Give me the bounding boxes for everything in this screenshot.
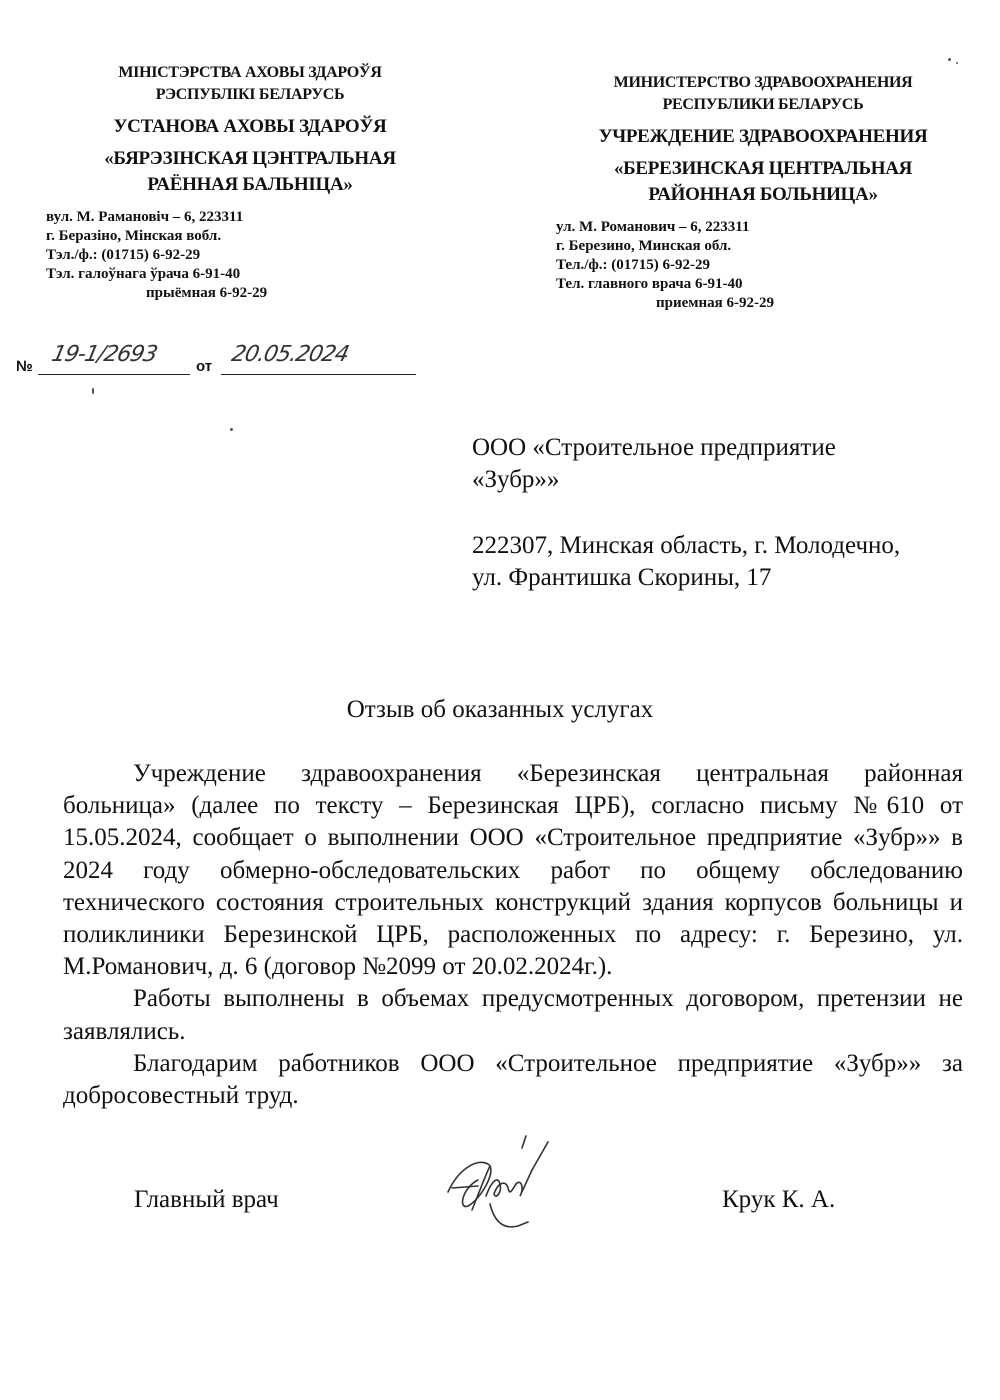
scan-speck [956,62,958,64]
handwritten-signature [428,1130,558,1245]
recipient-block [472,432,982,594]
number-underline [38,374,190,375]
institution-type-by: УСТАНОВА АХОВЫ ЗДАРОЎЯ [113,116,387,137]
letter-body [63,758,963,1112]
registration-line [16,340,416,380]
signatory-name: Крук К. А. [722,1186,836,1213]
letterhead-russian [548,72,978,313]
handwritten-date: 20.05.2024 [229,342,351,367]
contact-block-ru [548,218,978,313]
institution-name-line-2-by: РАЁННАЯ БАЛЬНІЦА» [147,174,353,195]
chief-doctor-phone-by: Тэл. галоўнага ўрача 6-91-40 [46,266,241,282]
handwritten-number: 19-1/2693 [49,342,160,367]
recipient-address-line-2: ул. Франтишка Скорины, 17 [472,564,772,591]
institution-name-line-1-ru: «БЕРЕЗИНСКАЯ ЦЕНТРАЛЬНАЯ [613,158,913,179]
signatory-position: Главный врач [134,1186,279,1213]
body-paragraph-1: Учреждение здравоохранения «Березинская центральная районная больница» (далее по тексту – Березинская ЦРБ), согласно письму №610 от 15.05.2024, сообщает о выполнении ООО «Строительное предприятие «Зубр»» в 2024 году обмерно-обследовательских работ по общему обследованию технического состояния строительных конструкций здания корпусов больницы и поликлиники Березинской ЦРБ, расположенных по адресу: г. Березино, ул. М.Романович, д. 6 (договор №2099 от 20.02.2024г.). [63,760,963,981]
institution-type-ru: УЧРЕЖДЕНИЕ ЗДРАВООХРАНЕНИЯ [598,126,928,147]
phone-fax-ru: Тел./ф.: (01715) 6-92-29 [556,257,711,273]
body-paragraph-2: Работы выполнены в объемах предусмотренных договором, претензии не заявлялись. [63,985,963,1045]
address-line-2-by: г. Беразіно, Мінская вобл. [46,228,222,244]
recipient-name-line-1: ООО «Строительное предприятие [472,434,836,461]
contact-block-by [40,208,460,303]
ministry-line-2-ru: РЕСПУБЛИКИ БЕЛАРУСЬ [662,96,864,113]
scan-speck [948,58,951,61]
reception-phone-ru: приемная 6-92-29 [656,295,775,311]
letterhead-belarusian [40,62,460,303]
number-label: № [16,358,33,375]
recipient-address-line-1: 222307, Минская область, г. Молодечно, [472,532,901,559]
institution-name-line-2-ru: РАЙОННАЯ БОЛЬНИЦА» [648,184,878,205]
address-line-1-by: вул. М. Рамановіч – 6, 223311 [46,209,244,225]
date-label: от [196,358,213,375]
scan-speck [230,428,233,431]
ministry-line-1-by: МІНІСТЭРСТВА АХОВЫ ЗДАРОЎЯ [118,64,382,81]
chief-doctor-phone-ru: Тел. главного врача 6-91-40 [556,276,743,292]
ministry-line-1-ru: МИНИСТЕРСТВО ЗДРАВООХРАНЕНИЯ [613,74,913,91]
recipient-name-line-2: «Зубр»» [472,466,560,493]
letter-title: Отзыв об оказанных услугах [346,696,654,723]
date-underline [221,374,416,375]
body-paragraph-3: Благодарим работников ООО «Строительное предприятие «Зубр»» за добросовестный труд. [63,1049,963,1110]
ministry-line-2-by: РЭСПУБЛІКІ БЕЛАРУСЬ [155,86,345,103]
institution-name-line-1-by: «БЯРЭЗІНСКАЯ ЦЭНТРАЛЬНАЯ [104,148,396,169]
address-line-2-ru: г. Березино, Минская обл. [556,238,732,254]
scan-speck [92,388,94,394]
reception-phone-by: прыёмная 6-92-29 [146,285,268,301]
address-line-1-ru: ул. М. Романович – 6, 223311 [556,219,750,235]
phone-fax-by: Тэл./ф.: (01715) 6-92-29 [46,247,201,263]
